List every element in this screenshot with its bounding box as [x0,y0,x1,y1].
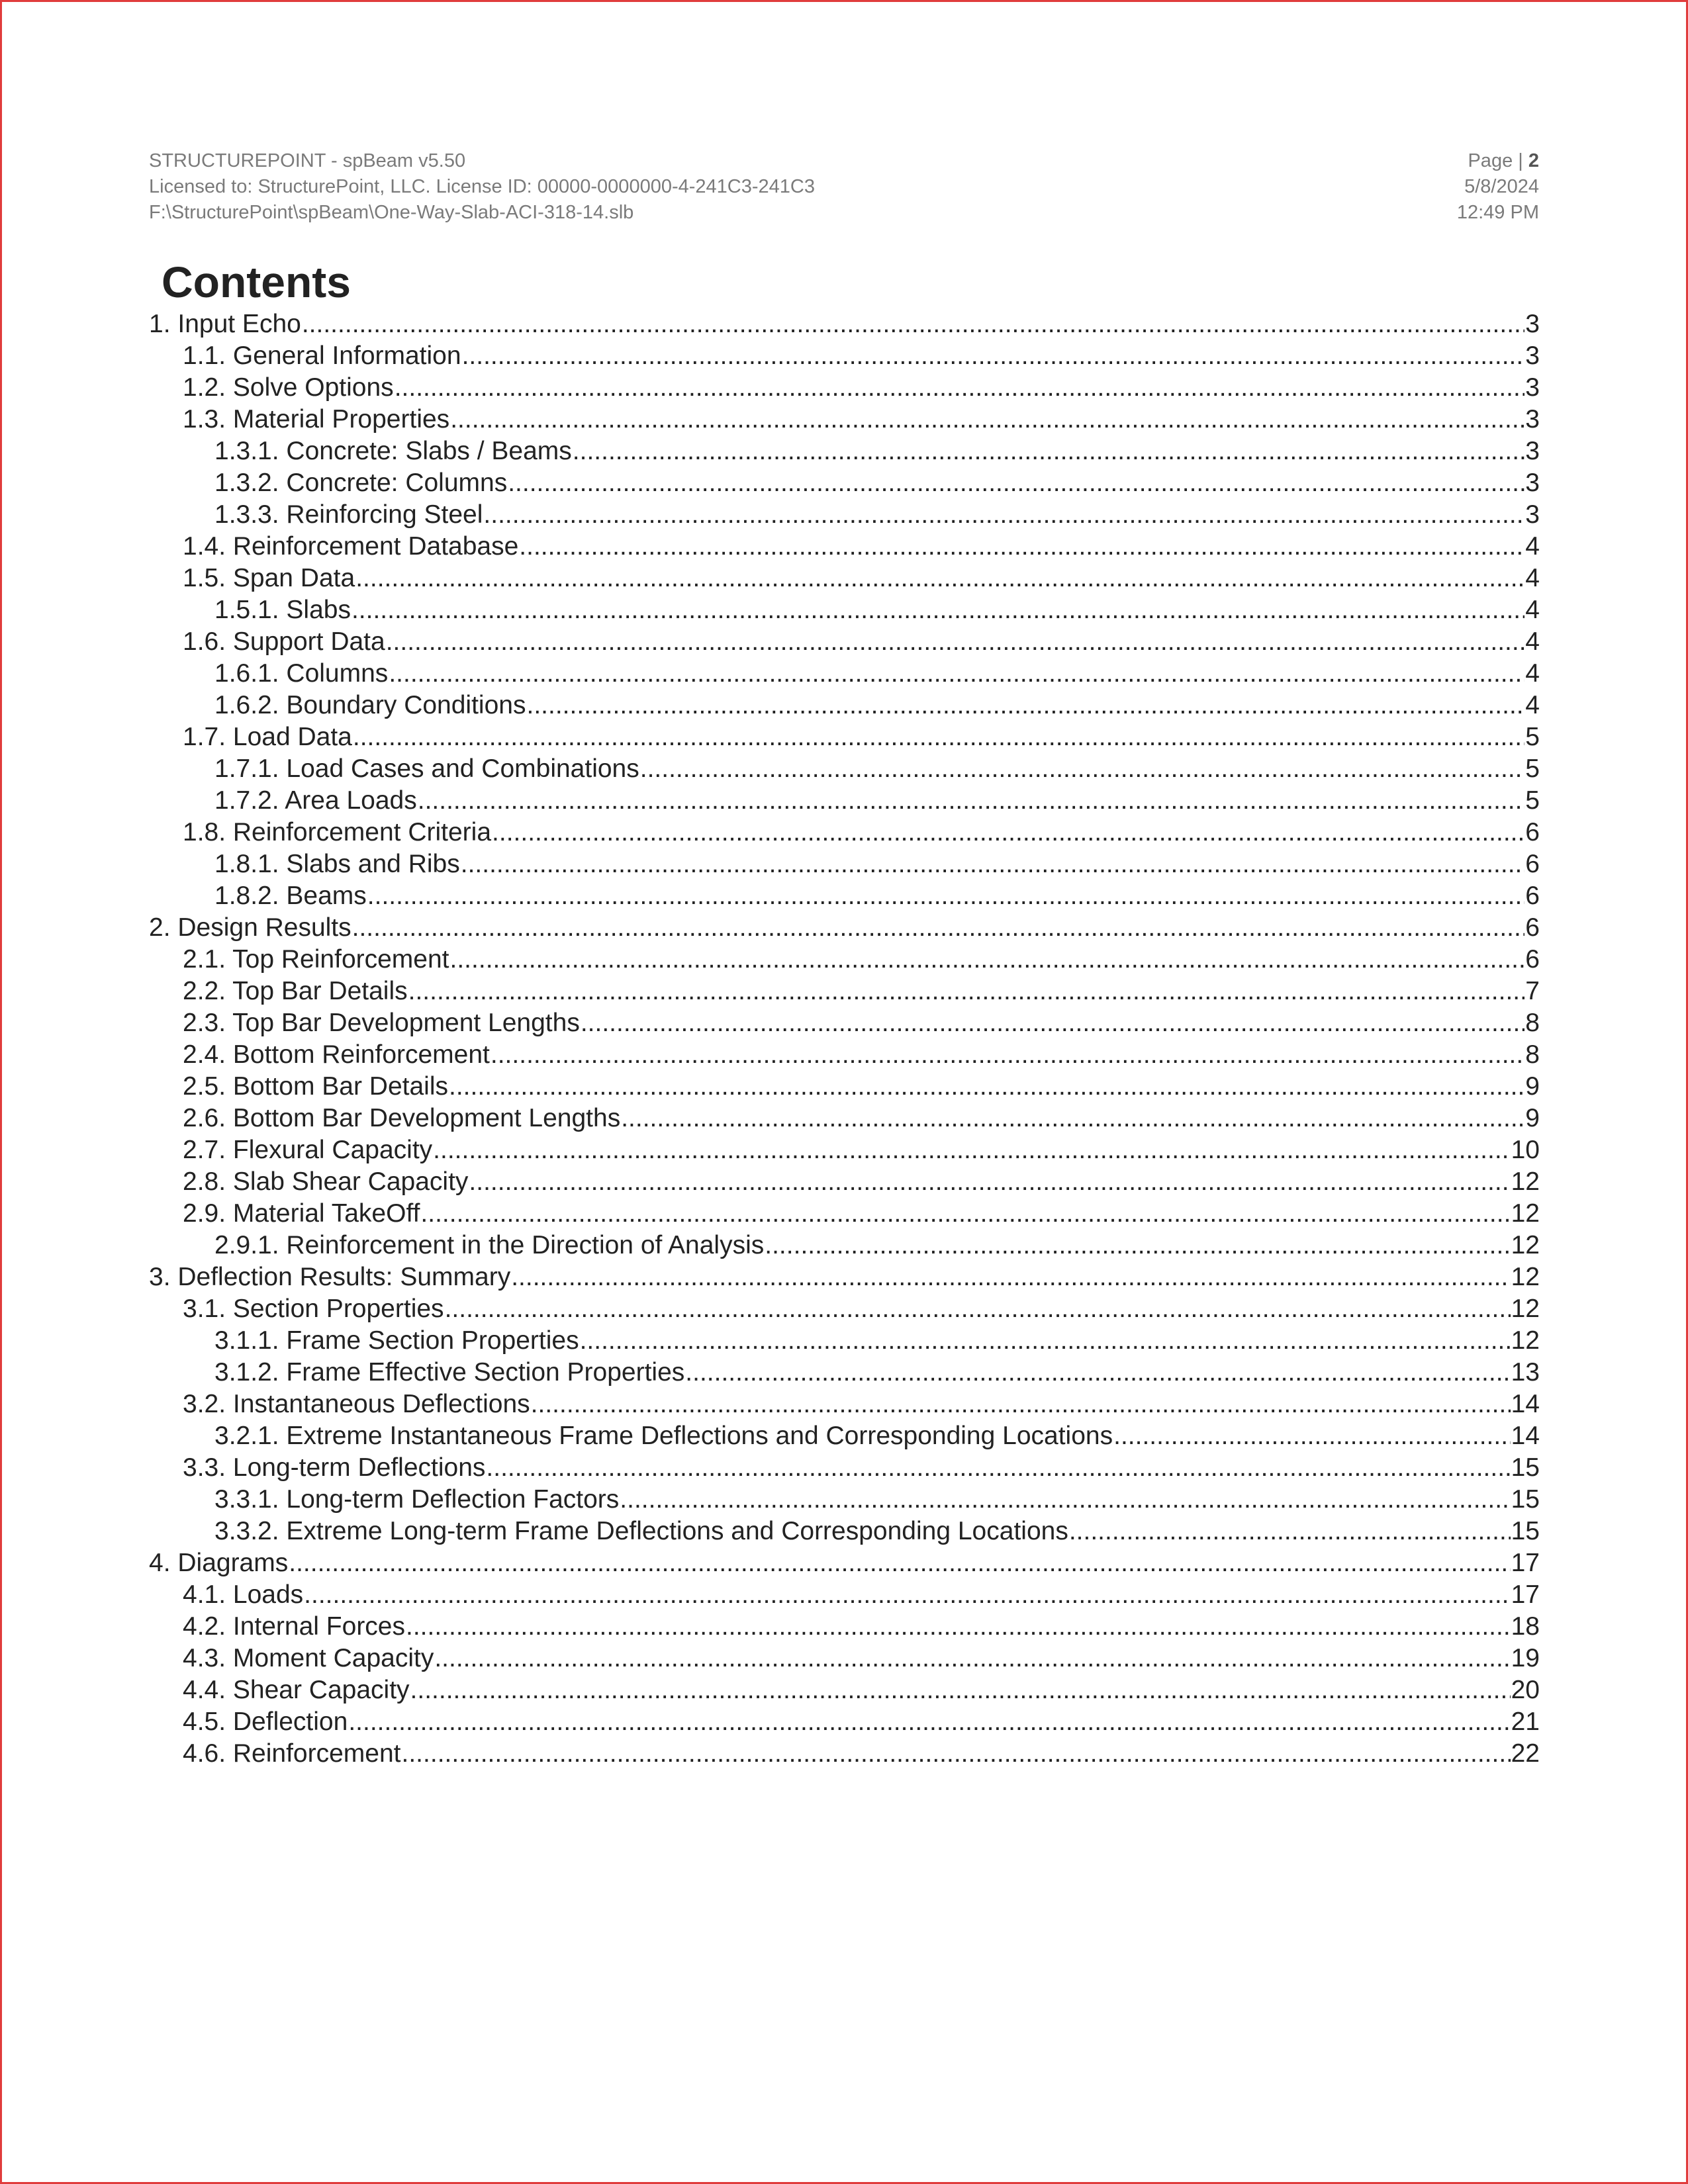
toc-entry[interactable] [149,912,1540,944]
toc-dot-leader [389,658,1524,690]
toc-entry-title[interactable]: 3.1.2. Frame Effective Section Properties [214,1358,685,1387]
toc-entry-page[interactable]: 3 [1525,373,1540,402]
toc-entry-title[interactable]: 1. Input Echo [149,310,301,338]
toc-entry[interactable] [149,1706,1540,1738]
toc-dot-leader [408,976,1525,1007]
toc-entry[interactable] [149,1643,1540,1674]
toc-dot-leader [352,594,1524,626]
toc-dot-leader [433,1134,1510,1166]
toc-entry[interactable] [149,1230,1540,1261]
toc-entry-title[interactable]: 3.3. Long-term Deflections [183,1453,486,1482]
toc-entry[interactable] [149,372,1540,404]
toc-entry-page[interactable]: 17 [1511,1549,1540,1577]
toc-entry-page[interactable]: 4 [1525,596,1540,624]
toc-entry-title[interactable]: 3.2. Instantaneous Deflections [183,1390,530,1418]
toc-entry-page[interactable]: 3 [1525,341,1540,370]
toc-entry-page[interactable]: 6 [1525,882,1540,910]
toc-entry-page[interactable]: 6 [1525,945,1540,974]
toc-entry[interactable] [149,944,1540,976]
toc-entry[interactable] [149,1674,1540,1706]
toc-entry-title[interactable]: 2.8. Slab Shear Capacity [183,1167,469,1196]
toc-entry-page[interactable]: 5 [1525,754,1540,783]
toc-entry-page[interactable]: 14 [1511,1390,1540,1418]
toc-entry[interactable] [149,1293,1540,1325]
toc-entry-title[interactable]: 4.5. Deflection [183,1707,348,1736]
toc-entry-title[interactable]: 1.3.2. Concrete: Columns [214,469,508,497]
toc-dot-leader [469,1166,1510,1198]
toc-entry-title[interactable]: 2. Design Results [149,913,352,942]
toc-entry-title[interactable]: 4.4. Shear Capacity [183,1676,410,1704]
toc-entry-page[interactable]: 12 [1511,1167,1540,1196]
toc-dot-leader [348,1706,1510,1738]
toc-entry-page[interactable]: 5 [1525,786,1540,815]
toc-entry-title[interactable]: 1.6. Support Data [183,627,385,656]
toc-entry-title[interactable]: 2.7. Flexural Capacity [183,1136,433,1164]
header-file-path: F:\StructurePoint\spBeam\One-Way-Slab-ACI-318-14.slb [149,202,634,223]
toc-entry[interactable] [149,435,1540,467]
toc-entry[interactable] [149,1611,1540,1643]
toc-dot-leader [402,1738,1511,1770]
toc-dot-leader [289,1547,1510,1579]
toc-dot-leader [410,1674,1511,1706]
toc-entry[interactable] [149,626,1540,658]
toc-dot-leader [449,1071,1524,1103]
toc-entry-title[interactable]: 2.9.1. Reinforcement in the Direction of Analysis [214,1231,765,1259]
toc-entry-title[interactable]: 2.1. Top Reinforcement [183,945,449,974]
toc-entry-title[interactable]: 1.3.1. Concrete: Slabs / Beams [214,437,572,465]
toc-entry[interactable] [149,1039,1540,1071]
toc-entry[interactable] [149,658,1540,690]
toc-entry[interactable] [149,563,1540,594]
toc-dot-leader [367,880,1525,912]
toc-entry[interactable] [149,1198,1540,1230]
toc-dot-leader [450,404,1524,435]
toc-entry[interactable] [149,1071,1540,1103]
toc-entry-page[interactable]: 10 [1511,1136,1540,1164]
toc-dot-leader [461,848,1525,880]
toc-entry-page[interactable]: 19 [1511,1644,1540,1672]
toc-entry-title[interactable]: 1.4. Reinforcement Database [183,532,519,561]
header-page-label: Page | [1468,150,1528,171]
toc-entry-page[interactable]: 15 [1511,1485,1540,1514]
toc-entry-page[interactable]: 12 [1511,1231,1540,1259]
toc-entry-page[interactable]: 14 [1511,1422,1540,1450]
toc-entry-title[interactable]: 4. Diagrams [149,1549,289,1577]
toc-entry[interactable] [149,1516,1540,1547]
toc-dot-leader [353,721,1524,753]
toc-entry-page[interactable]: 6 [1525,850,1540,878]
toc-entry-page[interactable]: 3 [1525,405,1540,433]
toc-entry-page[interactable]: 17 [1511,1580,1540,1609]
toc-entry-page[interactable]: 21 [1511,1707,1540,1736]
toc-entry-title[interactable]: 2.6. Bottom Bar Development Lengths [183,1104,621,1132]
toc-entry-title[interactable]: 1.8.2. Beams [214,882,367,910]
toc-entry-page[interactable]: 13 [1511,1358,1540,1387]
toc-dot-leader [492,817,1524,848]
toc-dot-leader [462,340,1525,372]
toc-entry[interactable] [149,1547,1540,1579]
toc-dot-leader [765,1230,1510,1261]
toc-entry-page[interactable]: 18 [1511,1612,1540,1641]
toc-entry[interactable] [149,1261,1540,1293]
toc-dot-leader [573,435,1525,467]
toc-entry-page[interactable]: 6 [1525,913,1540,942]
toc-dot-leader [355,563,1524,594]
toc-entry[interactable] [149,690,1540,721]
toc-dot-leader [519,531,1524,563]
toc-entry-page[interactable]: 7 [1525,977,1540,1005]
table-of-contents [149,308,1540,1770]
toc-entry-page[interactable]: 4 [1525,532,1540,561]
toc-entry[interactable] [149,1579,1540,1611]
toc-entry[interactable] [149,467,1540,499]
toc-entry-title[interactable]: 2.9. Material TakeOff [183,1199,420,1228]
toc-entry-title[interactable]: 2.3. Top Bar Development Lengths [183,1009,580,1037]
toc-dot-leader [450,944,1525,976]
toc-entry-title[interactable]: 1.3.3. Reinforcing Steel [214,500,483,529]
toc-entry-page[interactable]: 4 [1525,691,1540,719]
toc-entry-title[interactable]: 2.4. Bottom Reinforcement [183,1040,490,1069]
toc-entry[interactable] [149,404,1540,435]
header-page-info [1208,148,1539,226]
toc-entry-page[interactable]: 8 [1525,1040,1540,1069]
toc-dot-leader [418,785,1525,817]
toc-dot-leader [1113,1420,1511,1452]
header-page-number: 2 [1528,150,1539,171]
toc-dot-leader [491,1039,1524,1071]
toc-dot-leader [486,1452,1510,1484]
toc-entry[interactable] [149,1452,1540,1484]
toc-entry-page[interactable]: 3 [1525,469,1540,497]
header-document-info [149,148,1208,226]
contents-title: Contents [162,257,351,306]
toc-dot-leader [526,690,1524,721]
toc-entry[interactable] [149,1388,1540,1420]
toc-entry[interactable] [149,308,1540,340]
toc-entry[interactable] [149,1357,1540,1388]
header-license-info: Licensed to: StructurePoint, LLC. License ID: 00000-0000000-4-241C3-241C3 [149,176,815,197]
toc-entry[interactable] [149,1103,1540,1134]
toc-entry[interactable] [149,1134,1540,1166]
toc-dot-leader [511,1261,1510,1293]
toc-entry-title[interactable]: 3.3.1. Long-term Deflection Factors [214,1485,620,1514]
toc-entry-title[interactable]: 1.5. Span Data [183,564,355,592]
toc-dot-leader [420,1198,1510,1230]
toc-entry-page[interactable]: 20 [1511,1676,1540,1704]
toc-dot-leader [620,1484,1510,1516]
toc-entry[interactable] [149,594,1540,626]
toc-entry-page[interactable]: 12 [1511,1199,1540,1228]
toc-entry-page[interactable]: 8 [1525,1009,1540,1037]
toc-dot-leader [386,626,1525,658]
toc-entry-page[interactable]: 3 [1525,310,1540,338]
toc-entry[interactable] [149,1738,1540,1770]
toc-entry-page[interactable]: 22 [1511,1739,1540,1768]
toc-entry-page[interactable]: 12 [1511,1263,1540,1291]
toc-dot-leader [304,1579,1510,1611]
toc-entry-title[interactable]: 4.2. Internal Forces [183,1612,405,1641]
toc-entry-page[interactable]: 4 [1525,659,1540,688]
toc-entry[interactable] [149,880,1540,912]
toc-entry-page[interactable]: 15 [1511,1517,1540,1545]
toc-entry-title[interactable]: 3.1.1. Frame Section Properties [214,1326,579,1355]
toc-entry-title[interactable]: 1.7.2. Area Loads [214,786,417,815]
toc-entry-title[interactable]: 1.6.1. Columns [214,659,389,688]
toc-entry-title[interactable]: 1.8. Reinforcement Criteria [183,818,492,846]
toc-entry-title[interactable]: 4.3. Moment Capacity [183,1644,434,1672]
toc-entry[interactable] [149,1166,1540,1198]
toc-entry-title[interactable]: 1.7. Load Data [183,723,352,751]
toc-entry[interactable] [149,340,1540,372]
toc-entry[interactable] [149,1484,1540,1516]
toc-entry[interactable] [149,753,1540,785]
toc-dot-leader [581,1007,1524,1039]
toc-dot-leader [531,1388,1511,1420]
toc-entry[interactable] [149,976,1540,1007]
toc-dot-leader [352,912,1525,944]
toc-entry-page[interactable]: 3 [1525,500,1540,529]
toc-entry-title[interactable]: 1.1. General Information [183,341,461,370]
toc-dot-leader [406,1611,1511,1643]
toc-dot-leader [508,467,1524,499]
toc-entry[interactable] [149,817,1540,848]
header-page-indicator [1208,148,1539,174]
toc-entry-title[interactable]: 3. Deflection Results: Summary [149,1263,511,1291]
header-date: 5/8/2024 [1464,176,1539,197]
toc-entry[interactable] [149,785,1540,817]
toc-entry-page[interactable]: 5 [1525,723,1540,751]
toc-dot-leader [302,308,1524,340]
toc-dot-leader [580,1325,1511,1357]
toc-entry[interactable] [149,1007,1540,1039]
toc-entry[interactable] [149,531,1540,563]
toc-entry[interactable] [149,848,1540,880]
toc-dot-leader [483,499,1524,531]
toc-dot-leader [434,1643,1510,1674]
toc-entry-title[interactable]: 1.7.1. Load Cases and Combinations [214,754,639,783]
toc-entry-title[interactable]: 2.5. Bottom Bar Details [183,1072,449,1101]
toc-dot-leader [1069,1516,1511,1547]
toc-entry-title[interactable]: 3.1. Section Properties [183,1295,444,1323]
toc-dot-leader [621,1103,1524,1134]
toc-entry[interactable] [149,721,1540,753]
toc-entry-title[interactable]: 4.1. Loads [183,1580,304,1609]
header-program-name: STRUCTUREPOINT - spBeam v5.50 [149,150,466,171]
toc-entry-title[interactable]: 1.8.1. Slabs and Ribs [214,850,460,878]
toc-entry[interactable] [149,499,1540,531]
header-time: 12:49 PM [1456,202,1539,223]
toc-dot-leader [685,1357,1510,1388]
toc-entry-page[interactable]: 4 [1525,627,1540,656]
toc-dot-leader [445,1293,1511,1325]
toc-entry[interactable] [149,1325,1540,1357]
toc-entry-page[interactable]: 9 [1525,1072,1540,1101]
toc-dot-leader [395,372,1525,404]
toc-entry-title[interactable]: 1.3. Material Properties [183,405,450,433]
toc-entry-title[interactable]: 3.3.2. Extreme Long-term Frame Deflections and Corresponding Locations [214,1517,1068,1545]
toc-entry-page[interactable]: 6 [1525,818,1540,846]
toc-entry[interactable] [149,1420,1540,1452]
toc-entry-page[interactable]: 15 [1511,1453,1540,1482]
toc-entry-title[interactable]: 1.5.1. Slabs [214,596,351,624]
toc-entry-page[interactable]: 12 [1511,1295,1540,1323]
toc-entry-title[interactable]: 2.2. Top Bar Details [183,977,408,1005]
toc-entry-page[interactable]: 9 [1525,1104,1540,1132]
toc-dot-leader [640,753,1525,785]
toc-entry-title[interactable]: 1.6.2. Boundary Conditions [214,691,526,719]
toc-entry-page[interactable]: 12 [1511,1326,1540,1355]
toc-entry-page[interactable]: 3 [1525,437,1540,465]
toc-entry-title[interactable]: 1.2. Solve Options [183,373,394,402]
toc-entry-page[interactable]: 4 [1525,564,1540,592]
toc-entry-title[interactable]: 4.6. Reinforcement [183,1739,401,1768]
toc-entry-title[interactable]: 3.2.1. Extreme Instantaneous Frame Deflections and Corresponding Locations [214,1422,1113,1450]
